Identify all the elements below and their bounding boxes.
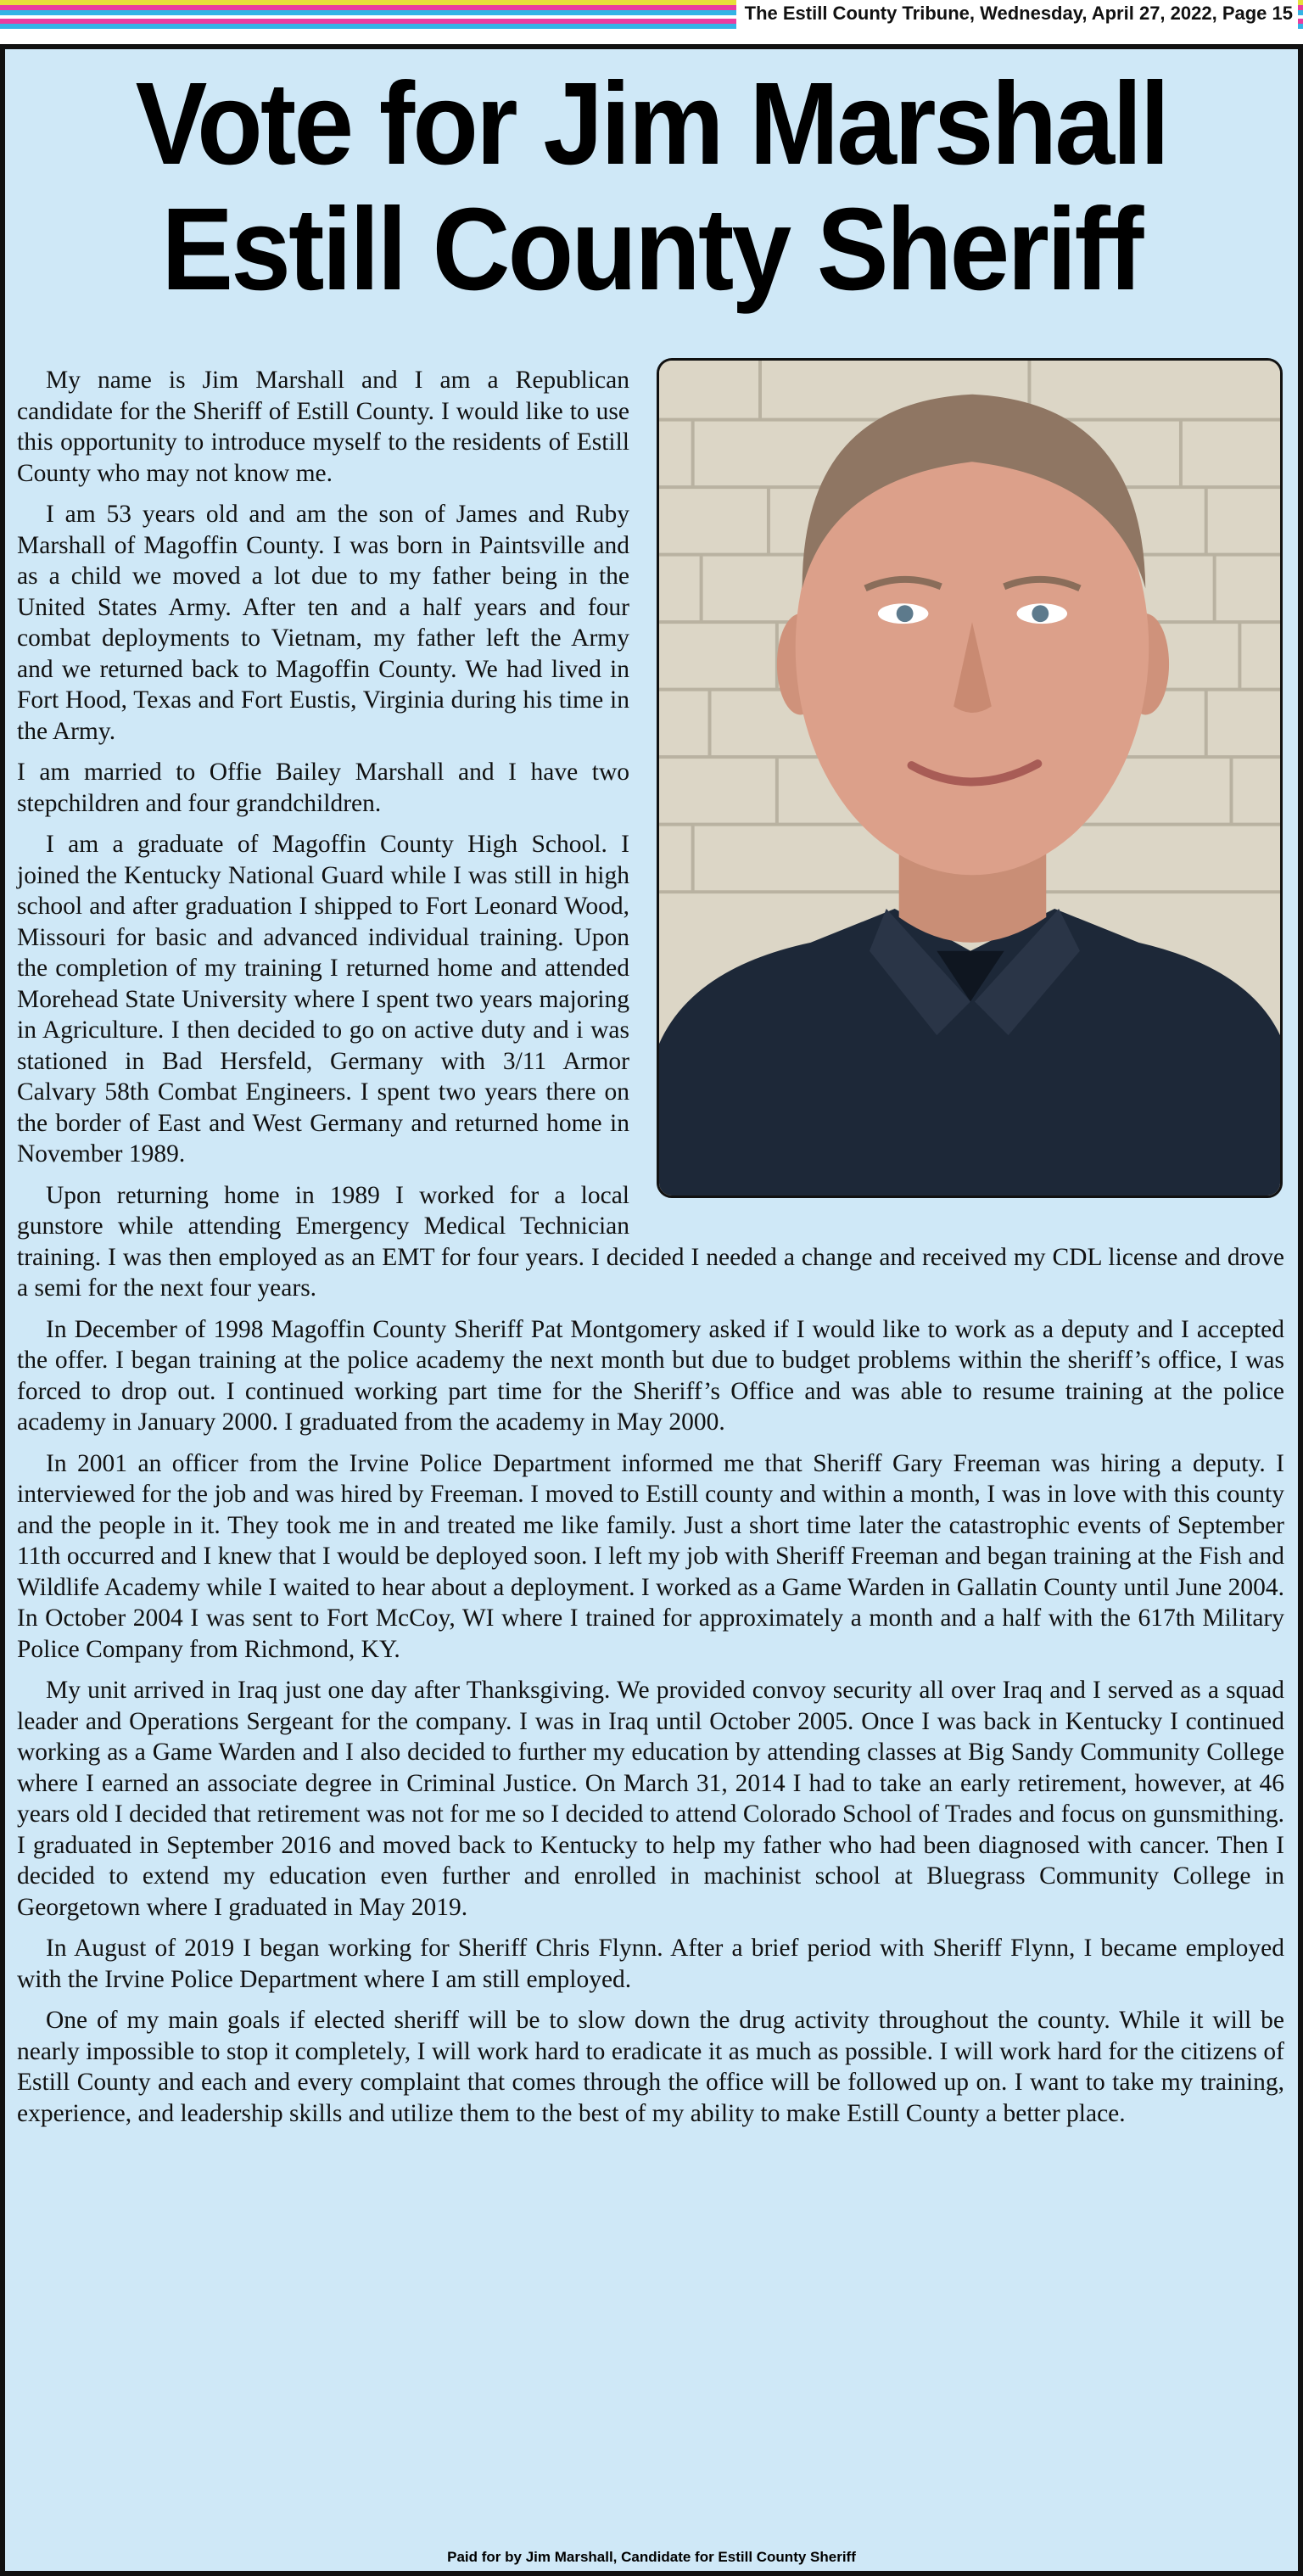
headline-line-2: Estill County Sheriff bbox=[161, 184, 1142, 315]
body-paragraph: In December of 1998 Magoffin County Sheriff Pat Montgomery asked if I would like to work as a deputy and I accepted the offer. I began training at the police academy the next month but due to budget problems within the sheriff’s office, I was forced to drop out. I continued working part time for the Sheriff’s Office and was able to resume training at the police academy in January 2000. I graduated from the academy in May 2000. bbox=[17, 1315, 1284, 1436]
body-paragraph: My name is Jim Marshall and I am a Republican candidate for the Sheriff of Estill County. I would like to use this opportunity to introduce myself to the residents of Estill County who may not know me. bbox=[17, 367, 629, 487]
body-paragraph: I am married to Offie Bailey Marshall and I have two stepchildren and four grandchildren. bbox=[17, 759, 629, 817]
ad-panel bbox=[5, 49, 1298, 2571]
ad-headline bbox=[57, 59, 1246, 315]
paid-for-disclaimer: Paid for by Jim Marshall, Candidate for Estill County Sheriff bbox=[447, 2549, 856, 2565]
body-paragraph: In 2001 an officer from the Irvine Police Department informed me that Sheriff Gary Freeman was hiring a deputy. I interviewed for the job and was hired by Freeman. I moved to Estill county and within a month, I was in love with this county and the people in it. They took me in and treated me like family. Just a short time later the catastrophic events of September 11th occurred and I knew that I would be deployed soon. I left my job with Sheriff Freeman and began training at the Fish and Wildlife Academy while I waited to hear about a deployment. I worked as a Game Warden in Gallatin County until June 2004. In October 2004 I was sent to Fort McCoy, WI where I trained for approximately a month and a half with the 617th Military Police Company from Richmond, KY. bbox=[17, 1449, 1284, 1663]
body-paragraph: My unit arrived in Iraq just one day after Thanksgiving. We provided convoy security all over Iraq and I served as a squad leader and Operations Sergeant for the company. I was in Iraq until October 2005. Once I was back in Kentucky I continued working as a Game Warden and I also decided to further my education by attending classes at Big Sandy Community College where I earned an associate degree in Criminal Justice. On March 31, 2014 I had to take an early retirement, however, at 46 years old I decided that retirement was not for me so I decided to attend Colorado School of Trades and focus on gunsmithing. I graduated in September 2016 and moved back to Kentucky to help my father who had been diagnosed with cancer. Then I decided to extend my education even further and enrolled in machinist school at Bluegrass Community College in Georgetown where I graduated in May 2019. bbox=[17, 1677, 1284, 1921]
page-folio: The Estill County Tribune, Wednesday, April 27, 2022, Page 15 bbox=[736, 0, 1298, 31]
body-paragraph: I am 53 years old and am the son of James and Ruby Marshall of Magoffin County. I was born in Paintsville and as a child we moved a lot due to my father being in the United States Army. After ten and a half years and four combat deployments to Vietnam, my father left the Army and we returned back to Magoffin County. We had lived in Fort Hood, Texas and Fort Eustis, Virginia during his time in the Army. bbox=[17, 501, 629, 745]
ad-body-text bbox=[17, 365, 1284, 2139]
body-paragraph: Upon returning home in 1989 I worked for a local gunstore while attending Emergency Medical Technician training. I was then employed as an EMT for four years. I decided I needed a change and received my CDL license and drove a semi for the next four years. bbox=[17, 1181, 1284, 1302]
headline-line-1: Vote for Jim Marshall bbox=[135, 59, 1168, 189]
body-paragraph: I am a graduate of Magoffin County High School. I joined the Kentucky National Guard while I was still in high school and after graduation I shipped to Fort Leonard Wood, Missouri for basic and advanced individual training. Upon the completion of my training I returned home and attended Morehead State University where I spent two years majoring in Agriculture. I then decided to go on active duty and i was stationed in Bad Hersfeld, Germany with 3/11 Armor Calvary 58th Combat Engineers. I spent two years there on the border of East and West Germany and returned home in November 1989. bbox=[17, 831, 629, 1168]
body-paragraph: One of my main goals if elected sheriff will be to slow down the drug activity throughout the county. While it will be nearly impossible to stop it completely, I will work hard to eradicate it as much as possible. I will work hard for the citizens of Estill County and each and every complaint that comes through the office will be followed up on. I want to take my training, experience, and leadership skills and utilize them to the best of my ability to make Estill County a better place. bbox=[17, 2007, 1284, 2127]
photo-text-wrap-spacer bbox=[638, 365, 1284, 1213]
body-paragraph: In August of 2019 I began working for Sheriff Chris Flynn. After a brief period with Sheriff Flynn, I became employed with the Irvine Police Department where I am still employed. bbox=[17, 1935, 1284, 1993]
campaign-ad bbox=[0, 44, 1303, 2576]
